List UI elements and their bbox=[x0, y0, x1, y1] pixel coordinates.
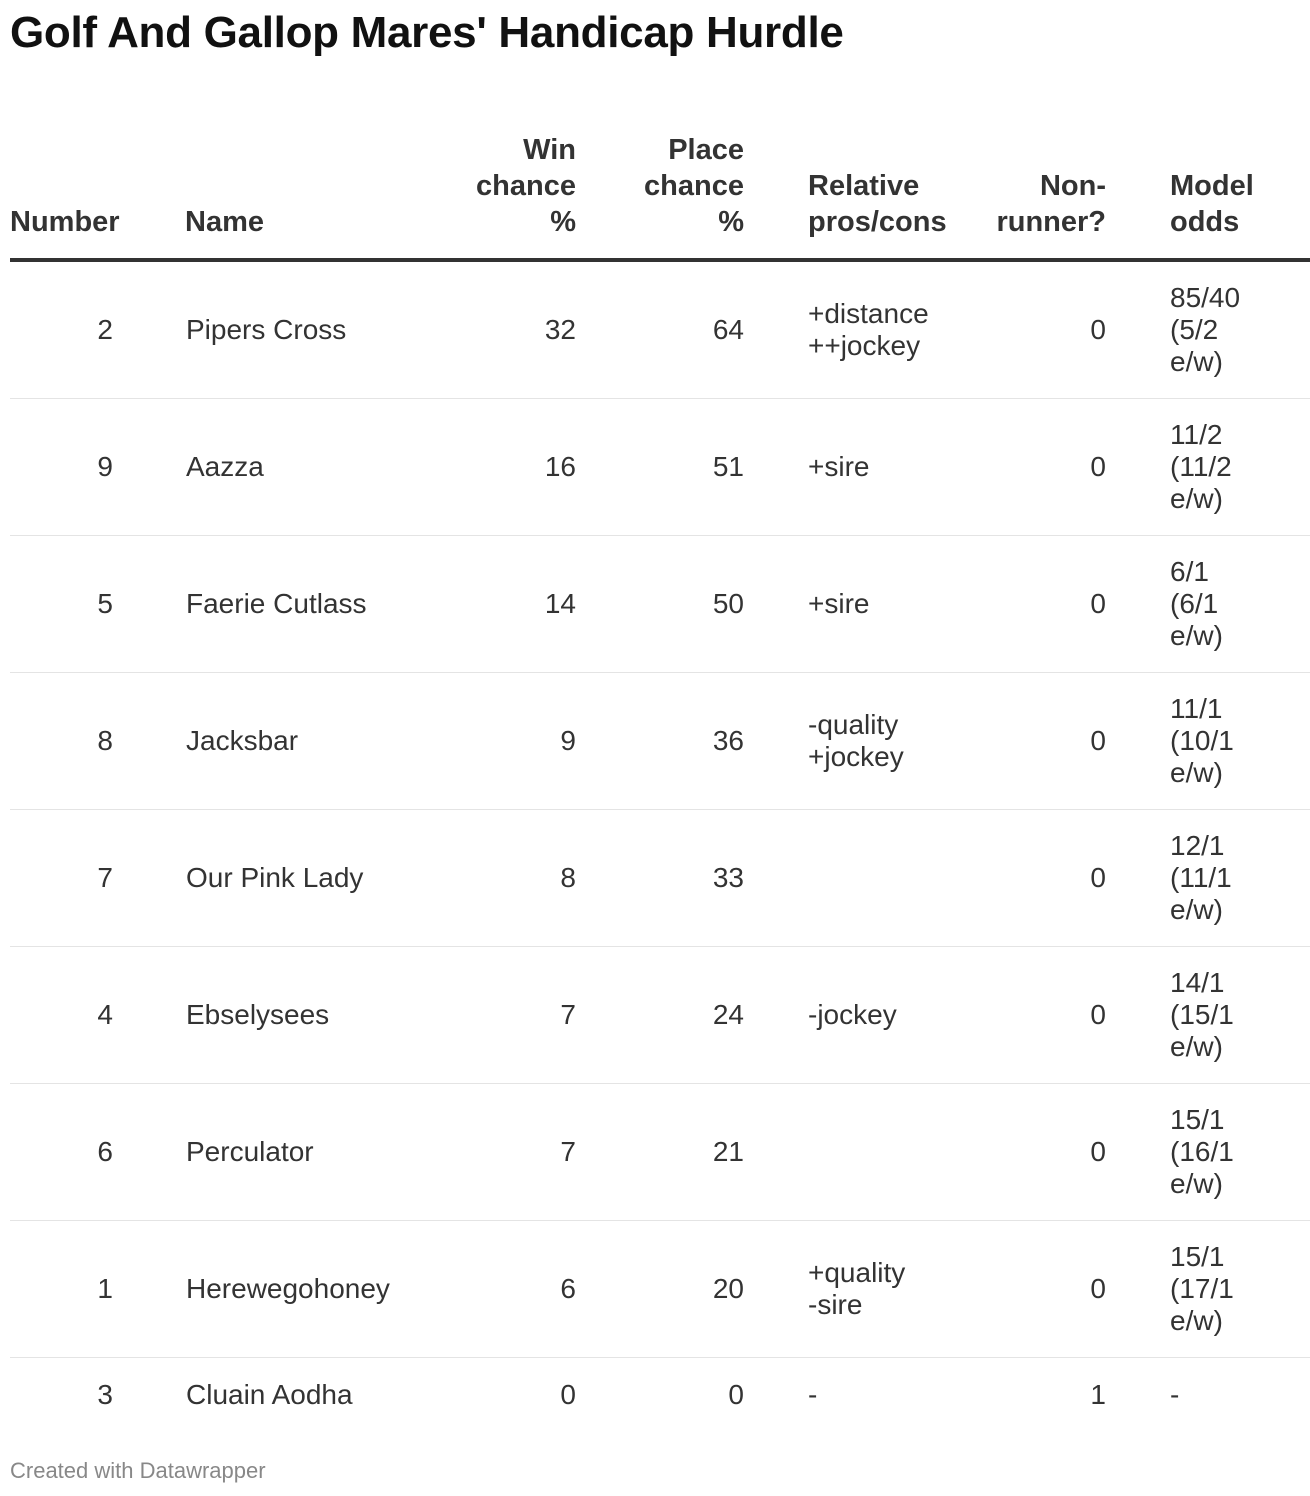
cell-relative bbox=[768, 1084, 950, 1221]
cell-odds: - bbox=[1170, 1379, 1180, 1410]
table-row bbox=[10, 1358, 1310, 1433]
cell-name: Jacksbar bbox=[185, 673, 435, 810]
cell-name: Ebselysees bbox=[185, 947, 435, 1084]
cell-non-runner: 0 bbox=[950, 260, 1150, 399]
table-row bbox=[10, 1084, 1310, 1221]
cell-odds: 15/1 (16/1 e/w) bbox=[1150, 1084, 1310, 1221]
header-number[interactable]: Number bbox=[10, 110, 185, 260]
cell-place-chance: 33 bbox=[600, 810, 768, 947]
cell-name: Aazza bbox=[185, 399, 435, 536]
header-place-chance[interactable]: Place chance % bbox=[600, 110, 768, 260]
cell-odds: 6/1 (6/1 e/w) bbox=[1150, 536, 1310, 673]
cell-number: 7 bbox=[10, 810, 185, 947]
cell-place-chance: 24 bbox=[600, 947, 768, 1084]
cell-win-chance: 8 bbox=[435, 810, 600, 947]
cell-relative bbox=[768, 810, 950, 947]
cell-place-chance: 0 bbox=[728, 1379, 744, 1410]
cell-name: Herewegohoney bbox=[185, 1221, 435, 1358]
cell-name: Pipers Cross bbox=[185, 260, 435, 399]
cell-relative: +sire bbox=[768, 399, 950, 536]
cell-non-runner: 1 bbox=[1090, 1379, 1106, 1410]
cell-odds: 85/40 (5/2 e/w) bbox=[1150, 260, 1310, 399]
cell-number: 5 bbox=[10, 536, 185, 673]
cell-number: 9 bbox=[10, 399, 185, 536]
cell-name: Perculator bbox=[185, 1084, 435, 1221]
cell-number: 6 bbox=[10, 1084, 185, 1221]
cell-name: Cluain Aodha bbox=[186, 1379, 353, 1410]
table-row bbox=[10, 810, 1310, 947]
cell-place-chance: 20 bbox=[600, 1221, 768, 1358]
credit-footer[interactable]: Created with Datawrapper bbox=[10, 1458, 266, 1483]
cell-non-runner: 0 bbox=[950, 399, 1150, 536]
cell-place-chance: 64 bbox=[600, 260, 768, 399]
cell-relative: +distance ++jockey bbox=[768, 260, 950, 399]
cell-relative: - bbox=[808, 1379, 818, 1410]
table-row bbox=[10, 536, 1310, 673]
cell-win-chance: 7 bbox=[435, 947, 600, 1084]
cell-place-chance: 36 bbox=[600, 673, 768, 810]
cell-win-chance: 14 bbox=[435, 536, 600, 673]
cell-non-runner: 0 bbox=[950, 1084, 1150, 1221]
cell-win-chance: 32 bbox=[435, 260, 600, 399]
cell-win-chance: 7 bbox=[435, 1084, 600, 1221]
table-row bbox=[10, 947, 1310, 1084]
race-table bbox=[10, 110, 1310, 1432]
header-relative-pros-cons[interactable]: Relative pros/cons bbox=[768, 110, 950, 260]
cell-non-runner: 0 bbox=[950, 947, 1150, 1084]
page-title: Golf And Gallop Mares' Handicap Hurdle bbox=[10, 8, 844, 57]
table-header-row bbox=[10, 110, 1310, 260]
table-row bbox=[10, 673, 1310, 810]
header-win-chance[interactable]: Win chance % bbox=[435, 110, 600, 260]
cell-relative: +quality -sire bbox=[768, 1221, 950, 1358]
cell-number: 3 bbox=[97, 1379, 113, 1410]
cell-non-runner: 0 bbox=[950, 536, 1150, 673]
cell-odds: 11/1 (10/1 e/w) bbox=[1150, 673, 1310, 810]
race-table-container bbox=[10, 110, 1254, 1432]
cell-relative: -jockey bbox=[768, 947, 950, 1084]
table-row bbox=[10, 1221, 1310, 1358]
table-body bbox=[10, 260, 1310, 1432]
cell-non-runner: 0 bbox=[950, 810, 1150, 947]
cell-relative: +sire bbox=[768, 536, 950, 673]
cell-number: 4 bbox=[10, 947, 185, 1084]
cell-name: Faerie Cutlass bbox=[185, 536, 435, 673]
cell-place-chance: 21 bbox=[600, 1084, 768, 1221]
header-non-runner[interactable]: Non- runner? bbox=[950, 110, 1150, 260]
cell-place-chance: 50 bbox=[600, 536, 768, 673]
cell-name: Our Pink Lady bbox=[185, 810, 435, 947]
cell-relative: -quality +jockey bbox=[768, 673, 950, 810]
cell-number: 8 bbox=[10, 673, 185, 810]
cell-number: 2 bbox=[10, 260, 185, 399]
cell-non-runner: 0 bbox=[950, 673, 1150, 810]
cell-win-chance: 16 bbox=[435, 399, 600, 536]
cell-win-chance: 0 bbox=[560, 1379, 576, 1410]
cell-odds: 15/1 (17/1 e/w) bbox=[1150, 1221, 1310, 1358]
cell-odds: 14/1 (15/1 e/w) bbox=[1150, 947, 1310, 1084]
cell-non-runner: 0 bbox=[950, 1221, 1150, 1358]
cell-win-chance: 9 bbox=[435, 673, 600, 810]
header-model-odds[interactable]: Model odds bbox=[1150, 110, 1310, 260]
table-row bbox=[10, 260, 1310, 399]
cell-odds: 11/2 (11/2 e/w) bbox=[1150, 399, 1310, 536]
header-name[interactable]: Name bbox=[185, 110, 435, 260]
cell-odds: 12/1 (11/1 e/w) bbox=[1150, 810, 1310, 947]
table-row bbox=[10, 399, 1310, 536]
cell-number: 1 bbox=[10, 1221, 185, 1358]
cell-place-chance: 51 bbox=[600, 399, 768, 536]
cell-win-chance: 6 bbox=[435, 1221, 600, 1358]
